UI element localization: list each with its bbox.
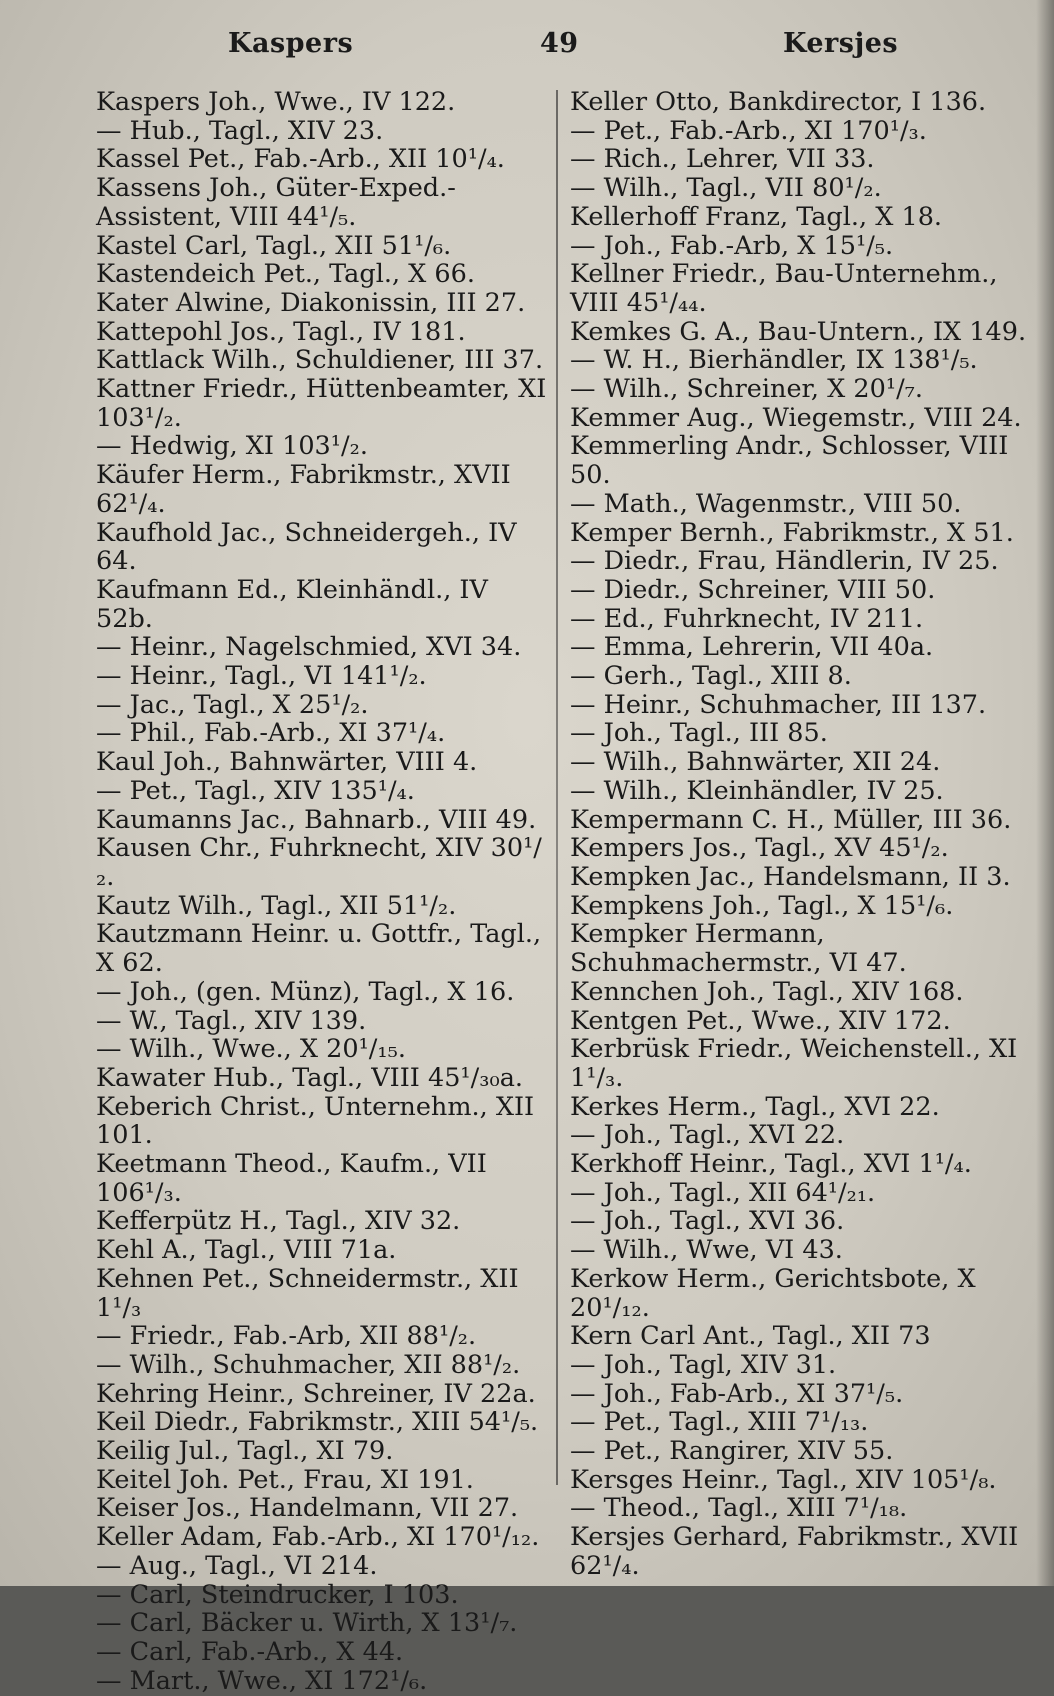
directory-entry: — Pet., Tagl., XIII 7¹/₁₃.	[570, 1407, 869, 1438]
directory-entry: — Aug., Tagl., VI 214.	[96, 1550, 378, 1581]
directory-entry: — Pet., Rangirer, XIV 55.	[570, 1436, 894, 1467]
directory-entry: Kautz Wilh., Tagl., XII 51¹/₂.	[96, 890, 457, 921]
directory-entry: — Theod., Tagl., XIII 7¹/₁₈.	[570, 1493, 908, 1524]
directory-entry: — Joh., (gen. Münz), Tagl., X 16.	[96, 976, 515, 1007]
page-header	[0, 28, 1054, 68]
directory-entry: Kattepohl Jos., Tagl., IV 181.	[96, 316, 466, 347]
directory-entry: Kellerhoff Franz, Tagl., X 18.	[570, 201, 943, 232]
left-column	[96, 88, 548, 1695]
directory-entry: — Joh., Tagl., III 85.	[570, 718, 828, 749]
directory-entry: — Heinr., Schuhmacher, III 137.	[570, 689, 987, 720]
directory-entry: Keller Otto, Bankdirector, I 136.	[570, 87, 987, 117]
directory-entry: — Pet., Tagl., XIV 135¹/₄.	[96, 775, 415, 806]
page-edge-shadow	[1036, 0, 1054, 1586]
directory-entry: Kerkes Herm., Tagl., XVI 22.	[570, 1091, 940, 1122]
directory-entry: — Hedwig, XI 103¹/₂.	[96, 431, 368, 462]
directory-entry: — Wilh., Schuhmacher, XII 88¹/₂.	[96, 1349, 521, 1380]
directory-entry: Keller Adam, Fab.-Arb., XI 170¹/₁₂.	[96, 1522, 540, 1553]
directory-entry: — Mart., Wwe., XI 172¹/₆.	[96, 1665, 428, 1696]
directory-entry: — W., Tagl., XIV 139.	[96, 1005, 367, 1036]
header-right-keyword: Kersjes	[783, 28, 899, 59]
directory-entry: Kehl A., Tagl., VIII 71a.	[96, 1235, 397, 1266]
directory-entry: — Wilh., Wwe., X 20¹/₁₅.	[96, 1034, 406, 1065]
directory-entry: Kemmerling Andr., Schlosser, VIII 50.	[570, 431, 1009, 491]
directory-entry: — Ed., Fuhrknecht, IV 211.	[570, 603, 924, 634]
directory-entry: — Carl, Fab.-Arb., X 44.	[96, 1636, 404, 1667]
directory-entry: Kausen Chr., Fuhrknecht, XIV 30¹/₂.	[96, 833, 542, 892]
directory-entry: — Carl, Bäcker u. Wirth, X 13¹/₇.	[96, 1608, 518, 1639]
directory-entry: — Wilh., Tagl., VII 80¹/₂.	[570, 173, 882, 204]
directory-entry: Kautzmann Heinr. u. Gottfr., Tagl., X 62.	[96, 919, 542, 979]
directory-entry: Kemmer Aug., Wiegemstr., VIII 24.	[570, 402, 1022, 433]
directory-entry: — Math., Wagenmstr., VIII 50.	[570, 488, 962, 519]
directory-entry: Kastel Carl, Tagl., XII 51¹/₆.	[96, 230, 452, 261]
directory-entry: — Gerh., Tagl., XIII 8.	[570, 661, 852, 692]
directory-entry: — Carl, Steindrucker, I 103.	[96, 1579, 459, 1610]
directory-entry: — Pet., Fab.-Arb., XI 170¹/₃.	[570, 115, 927, 146]
directory-entry: Kaufhold Jac., Schneidergeh., IV 64.	[96, 517, 517, 577]
directory-entry: Käufer Herm., Fabrikmstr., XVII 62¹/₄.	[96, 460, 511, 519]
directory-entry: — Rich., Lehrer, VII 33.	[570, 144, 875, 175]
right-column	[570, 88, 1028, 1581]
directory-entry: Kerbrüsk Friedr., Weichenstell., XI 1¹/₃.	[570, 1034, 1018, 1093]
directory-entry: Kassens Joh., Güter-Exped.-Assistent, VIII 44¹/₅.	[96, 173, 456, 232]
directory-entry: Kempermann C. H., Müller, III 36.	[570, 804, 1012, 835]
directory-entry: Kehnen Pet., Schneidermstr., XII 1¹/₃	[96, 1263, 519, 1323]
directory-entry: — Diedr., Frau, Händlerin, IV 25.	[570, 546, 999, 577]
directory-entry: Kern Carl Ant., Tagl., XII 73	[570, 1321, 931, 1352]
directory-entry: Kaufmann Ed., Kleinhändl., IV 52b.	[96, 574, 488, 634]
directory-entry: Kempker Hermann, Schuhmachermstr., VI 47.	[570, 919, 907, 979]
directory-entry: Keberich Christ., Unternehm., XII 101.	[96, 1091, 535, 1151]
directory-entry: — Joh., Fab-Arb., XI 37¹/₅.	[570, 1378, 904, 1409]
directory-entry: Kaspers Joh., Wwe., IV 122.	[96, 87, 456, 117]
directory-entry: — W. H., Bierhändler, IX 138¹/₅.	[570, 345, 978, 376]
directory-entry: Kemper Bernh., Fabrikmstr., X 51.	[570, 517, 1014, 548]
directory-entry: — Jac., Tagl., X 25¹/₂.	[96, 689, 369, 720]
directory-entry: Kaumanns Jac., Bahnarb., VIII 49.	[96, 804, 537, 835]
directory-entry: — Heinr., Tagl., VI 141¹/₂.	[96, 661, 427, 692]
directory-entry: Keitel Joh. Pet., Frau, XI 191.	[96, 1464, 474, 1495]
directory-entry: Kennchen Joh., Tagl., XIV 168.	[570, 976, 964, 1007]
directory-entry: — Joh., Tagl., XVI 22.	[570, 1120, 845, 1151]
directory-entry: Kersges Heinr., Tagl., XIV 105¹/₈.	[570, 1464, 997, 1495]
directory-entry: Kersjes Gerhard, Fabrikmstr., XVII 62¹/₄.	[570, 1522, 1019, 1581]
directory-entry: Kempken Jac., Handelsmann, II 3.	[570, 861, 1011, 892]
directory-entry: — Phil., Fab.-Arb., XI 37¹/₄.	[96, 718, 446, 749]
directory-entry: — Heinr., Nagelschmied, XVI 34.	[96, 632, 522, 663]
directory-entry: Kater Alwine, Diakonissin, III 27.	[96, 287, 526, 318]
directory-entry: — Diedr., Schreiner, VIII 50.	[570, 574, 936, 605]
directory-entry: Kattlack Wilh., Schuldiener, III 37.	[96, 345, 544, 376]
directory-entry: — Wilh., Schreiner, X 20¹/₇.	[570, 374, 923, 405]
directory-entry: — Wilh., Wwe, VI 43.	[570, 1235, 843, 1266]
directory-entry: Kaul Joh., Bahnwärter, VIII 4.	[96, 747, 478, 778]
directory-entry: Keiser Jos., Handelmann, VII 27.	[96, 1493, 519, 1524]
directory-entry: — Wilh., Bahnwärter, XII 24.	[570, 747, 941, 778]
directory-entry: Kentgen Pet., Wwe., XIV 172.	[570, 1005, 951, 1036]
directory-entry: Kellner Friedr., Bau-Unternehm., VIII 45¹/₄₄.	[570, 259, 998, 318]
directory-entry: — Emma, Lehrerin, VII 40a.	[570, 632, 934, 663]
directory-entry: Kastendeich Pet., Tagl., X 66.	[96, 259, 475, 290]
directory-entry: — Wilh., Kleinhändler, IV 25.	[570, 775, 944, 806]
column-divider	[556, 90, 558, 1485]
directory-entry: Kefferpütz H., Tagl., XIV 32.	[96, 1206, 461, 1237]
directory-entry: Kassel Pet., Fab.-Arb., XII 10¹/₄.	[96, 144, 505, 175]
directory-entry: — Joh., Fab.-Arb, X 15¹/₅.	[570, 230, 894, 261]
directory-entry: Keilig Jul., Tagl., XI 79.	[96, 1436, 394, 1467]
directory-entry: Kehring Heinr., Schreiner, IV 22a.	[96, 1378, 536, 1409]
directory-entry: Kemkes G. A., Bau-Untern., IX 149.	[570, 316, 1027, 347]
directory-entry: Kempers Jos., Tagl., XV 45¹/₂.	[570, 833, 949, 864]
directory-entry: Kerkow Herm., Gerichtsbote, X 20¹/₁₂.	[570, 1263, 976, 1323]
directory-entry: Kempkens Joh., Tagl., X 15¹/₆.	[570, 890, 954, 921]
directory-entry: Keil Diedr., Fabrikmstr., XIII 54¹/₅.	[96, 1407, 539, 1438]
directory-entry: — Joh., Tagl, XIV 31.	[570, 1349, 837, 1380]
directory-entry: Kerkhoff Heinr., Tagl., XVI 1¹/₄.	[570, 1149, 972, 1180]
header-left-keyword: Kaspers	[228, 28, 354, 59]
directory-entry: Keetmann Theod., Kaufm., VII 106¹/₃.	[96, 1149, 487, 1208]
page-number: 49	[540, 28, 579, 59]
directory-entry: Kawater Hub., Tagl., VIII 45¹/₃₀a.	[96, 1062, 524, 1093]
directory-entry: — Joh., Tagl., XVI 36.	[570, 1206, 845, 1237]
directory-entry: — Hub., Tagl., XIV 23.	[96, 115, 384, 146]
directory-entry: — Friedr., Fab.-Arb, XII 88¹/₂.	[96, 1321, 477, 1352]
directory-entry: — Joh., Tagl., XII 64¹/₂₁.	[570, 1177, 876, 1208]
directory-entry: Kattner Friedr., Hüttenbeamter, XI 103¹/₂.	[96, 374, 547, 433]
